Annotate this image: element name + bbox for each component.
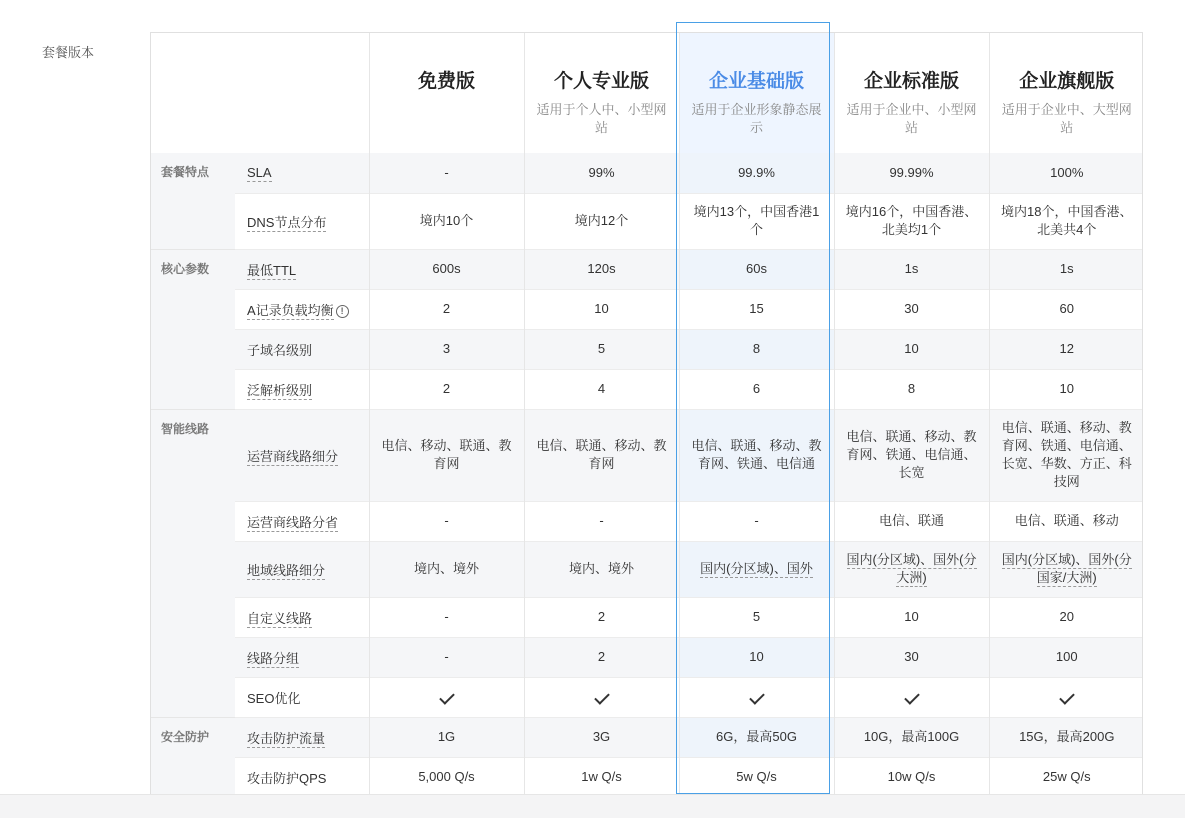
plan-value: 5,000 Q/s	[418, 769, 475, 785]
plan-value: 600s	[432, 261, 461, 276]
plan-desc: 适用于企业中、大型网站	[1001, 102, 1132, 135]
check-icon	[749, 689, 765, 705]
plan-value-cell	[989, 153, 1143, 193]
plan-value-cell	[679, 193, 834, 249]
table-row	[151, 757, 1143, 795]
feature-label: 子域名级别	[247, 342, 313, 358]
plan-value-cell	[369, 757, 524, 795]
plan-value: 电信、联通、移动	[1014, 513, 1119, 528]
table-row	[151, 329, 1143, 369]
plan-value: 100%	[1050, 164, 1084, 180]
plan-name: 免费版	[417, 71, 475, 92]
plan-value: 1G	[437, 729, 456, 744]
pricing-table-body	[151, 153, 1143, 795]
feature-label: A记录负载均衡	[247, 302, 334, 318]
plan-value: 电信、联通、移动、教育网、铁通、电信通	[691, 438, 822, 471]
plan-value-cell	[524, 329, 679, 369]
plan-value: 境内、境外	[413, 561, 479, 576]
plan-value-cell	[524, 677, 679, 717]
plan-value-cell	[679, 757, 834, 795]
plan-value-cell	[834, 541, 989, 597]
plan-value: 1s	[1059, 261, 1074, 276]
plan-desc: 适用于企业中、小型网站	[846, 102, 977, 135]
header-blank	[235, 33, 369, 153]
feature-label: 运营商线路分省	[247, 514, 339, 530]
plan-value-cell	[679, 153, 834, 193]
plan-value-cell	[834, 153, 989, 193]
table-row	[151, 249, 1143, 289]
plan-value: 3	[442, 341, 451, 356]
plan-value-cell	[989, 637, 1143, 677]
feature-name[interactable]	[235, 289, 369, 329]
feature-group-label: 智能线路	[151, 409, 235, 717]
plan-value-cell	[834, 757, 989, 795]
feature-name[interactable]	[235, 249, 369, 289]
plan-value-cell	[524, 717, 679, 757]
plan-value: 15G，最高200G	[1019, 729, 1115, 744]
plan-value: -	[754, 513, 759, 528]
plan-value: 境内13个，中国香港1个	[693, 204, 820, 237]
plan-value-cell	[524, 597, 679, 637]
plan-value-cell	[989, 501, 1143, 541]
plan-value-cell	[369, 249, 524, 289]
plan-value-cell	[524, 369, 679, 409]
plan-value-cell	[679, 717, 834, 757]
plan-value: 30	[904, 301, 919, 316]
plan-value: 10	[1059, 381, 1074, 396]
plan-desc: 适用于企业形象静态展示	[691, 102, 822, 135]
plan-value: -	[599, 513, 604, 528]
plan-value-cell	[369, 501, 524, 541]
plan-value-cell	[524, 249, 679, 289]
check-icon	[439, 689, 455, 705]
plan-value-cell	[524, 757, 679, 795]
feature-name[interactable]	[235, 409, 369, 501]
plan-value: 电信、联通、移动、教育网	[536, 438, 667, 471]
plan-value: 10	[594, 301, 609, 316]
plan-value-cell	[524, 409, 679, 501]
plan-value-cell	[679, 501, 834, 541]
feature-name	[235, 757, 369, 795]
feature-label: DNS节点分布	[247, 214, 327, 230]
plan-value-cell	[369, 637, 524, 677]
plan-value: 10	[749, 649, 764, 664]
plan-value-cell	[834, 409, 989, 501]
table-row	[151, 153, 1143, 193]
plan-header-row	[151, 33, 1143, 153]
plan-value-cell	[524, 193, 679, 249]
plan-value-cell	[369, 193, 524, 249]
feature-name	[235, 329, 369, 369]
plan-value-cell	[679, 597, 834, 637]
section-label: 套餐版本	[42, 45, 95, 60]
plan-value: 10	[904, 609, 919, 624]
plan-value-cell	[524, 501, 679, 541]
table-row	[151, 637, 1143, 677]
plan-value-cell	[834, 501, 989, 541]
table-row	[151, 501, 1143, 541]
feature-label: SLA	[247, 165, 272, 181]
plan-value-cell	[369, 153, 524, 193]
plan-value: 99.9%	[738, 164, 775, 180]
plan-value: 电信、移动、联通、教育网	[381, 438, 512, 471]
plan-value-cell	[989, 409, 1143, 501]
plan-value: 境内、境外	[568, 561, 634, 576]
plan-header-free	[369, 33, 524, 153]
plan-value: 2	[597, 649, 606, 664]
plan-value: 60	[1059, 301, 1074, 316]
plan-value-cell	[369, 329, 524, 369]
feature-group-label: 安全防护	[151, 717, 235, 795]
feature-name[interactable]	[235, 153, 369, 193]
plan-value-cell	[834, 677, 989, 717]
plan-header-enterprise-basic[interactable]	[679, 33, 834, 153]
plan-value-cell	[989, 369, 1143, 409]
feature-label: 线路分组	[247, 650, 300, 666]
plan-value-cell	[679, 677, 834, 717]
plan-header-personal-pro	[524, 33, 679, 153]
plan-name: 企业旗舰版	[1019, 71, 1115, 92]
plan-value: 15	[749, 301, 764, 316]
plan-value: -	[444, 649, 449, 664]
plan-header-enterprise-standard	[834, 33, 989, 153]
feature-label: 泛解析级别	[247, 382, 313, 398]
plan-value-cell	[989, 757, 1143, 795]
plan-value: 8	[752, 341, 761, 356]
plan-value: 99%	[588, 164, 615, 180]
plan-value-cell	[834, 289, 989, 329]
plan-value-cell	[369, 409, 524, 501]
table-row	[151, 369, 1143, 409]
feature-label: 最低TTL	[247, 262, 297, 278]
feature-name[interactable]	[235, 597, 369, 637]
plan-value: 3G	[592, 729, 611, 744]
plan-value: -	[444, 609, 449, 624]
plan-value-cell	[524, 289, 679, 329]
plan-value-cell	[679, 289, 834, 329]
table-row	[151, 193, 1143, 249]
feature-group-label: 核心参数	[151, 249, 235, 409]
info-circle-icon[interactable]: !	[336, 305, 349, 318]
table-row	[151, 597, 1143, 637]
plan-value-cell	[679, 409, 834, 501]
plan-value-cell	[679, 329, 834, 369]
plan-value: 5w Q/s	[736, 769, 777, 785]
plan-name: 个人专业版	[553, 71, 649, 92]
plan-value-cell	[989, 717, 1143, 757]
plan-value-cell	[679, 541, 834, 597]
feature-label: 自定义线路	[247, 610, 313, 626]
feature-label: 攻击防护流量	[247, 730, 326, 746]
check-icon	[904, 689, 920, 705]
plan-value: 10	[904, 341, 919, 356]
plan-value: 6	[752, 381, 761, 396]
plan-value-cell	[834, 717, 989, 757]
plan-value-cell	[679, 369, 834, 409]
pricing-table	[151, 33, 1143, 795]
table-row	[151, 717, 1143, 757]
plan-value: 国内(分区域)、国外	[700, 561, 813, 576]
plan-value: 境内16个，中国香港、北美均1个	[845, 204, 978, 237]
table-row	[151, 677, 1143, 717]
plan-value: 6G，最高50G	[716, 729, 797, 744]
plan-value-cell	[524, 637, 679, 677]
plan-value: 2	[442, 301, 451, 316]
feature-label: 地域线路细分	[247, 562, 326, 578]
plan-value-cell	[369, 289, 524, 329]
plan-value-cell	[989, 597, 1143, 637]
plan-value-cell	[524, 541, 679, 597]
feature-label: 攻击防护QPS	[247, 770, 327, 786]
plan-value: 境内10个	[419, 213, 474, 228]
table-row	[151, 409, 1143, 501]
plan-value-cell	[834, 193, 989, 249]
plan-value: 国内(分区域)、国外(分大洲)	[846, 552, 977, 585]
check-icon	[1059, 689, 1075, 705]
plan-value: 2	[442, 381, 451, 396]
plan-header-enterprise-flagship	[989, 33, 1143, 153]
plan-value: 电信、联通、移动、教育网、铁通、电信通、长宽、华数、方正、科技网	[1001, 420, 1132, 489]
plan-value: 5	[752, 609, 761, 624]
plan-value: 8	[907, 381, 916, 396]
plan-value-cell	[369, 717, 524, 757]
plan-value-cell	[369, 597, 524, 637]
plan-value: 国内(分区域)、国外(分国家/大洲)	[1001, 552, 1132, 585]
plan-value: 1s	[904, 261, 919, 276]
plan-value: 60s	[746, 261, 767, 276]
plan-value-cell	[524, 153, 679, 193]
feature-label: 运营商线路细分	[247, 448, 339, 464]
plan-value: 10G，最高100G	[863, 729, 960, 744]
plan-value: -	[444, 164, 449, 180]
plan-value: 30	[904, 649, 919, 664]
plan-name: 企业基础版	[708, 71, 804, 92]
plan-value: 电信、联通、移动、教育网、铁通、电信通、长宽	[846, 429, 977, 480]
feature-name[interactable]	[235, 637, 369, 677]
plan-value: 2	[597, 609, 606, 624]
table-row	[151, 289, 1143, 329]
plan-value: 120s	[587, 261, 616, 276]
feature-name[interactable]	[235, 193, 369, 249]
plan-value-cell	[989, 541, 1143, 597]
plan-value: 100	[1055, 649, 1078, 664]
plan-value: 12	[1059, 341, 1074, 356]
plan-value-cell	[834, 249, 989, 289]
plan-value-cell	[989, 677, 1143, 717]
feature-name[interactable]	[235, 369, 369, 409]
plan-desc: 适用于个人中、小型网站	[536, 102, 667, 135]
plan-value: 99.99%	[889, 164, 934, 180]
plan-value-cell	[834, 597, 989, 637]
plan-value-cell	[834, 329, 989, 369]
plan-value: 4	[597, 381, 606, 396]
plan-value-cell	[834, 369, 989, 409]
header-blank	[151, 33, 235, 153]
plan-value: 20	[1059, 609, 1074, 624]
pricing-table-container	[150, 32, 1143, 795]
plan-value: 10w Q/s	[887, 769, 936, 785]
plan-value-cell	[369, 541, 524, 597]
plan-value-cell	[989, 249, 1143, 289]
plan-value-cell	[369, 369, 524, 409]
plan-value: 1w Q/s	[581, 769, 622, 785]
plan-value-cell	[679, 249, 834, 289]
feature-name[interactable]	[235, 501, 369, 541]
plan-value-cell	[989, 289, 1143, 329]
check-icon	[594, 689, 610, 705]
feature-label: SEO优化	[247, 690, 301, 706]
feature-name[interactable]	[235, 541, 369, 597]
plan-value-cell	[989, 329, 1143, 369]
feature-name	[235, 677, 369, 717]
plan-value-cell	[834, 637, 989, 677]
plan-value-cell	[369, 677, 524, 717]
feature-name[interactable]	[235, 717, 369, 757]
plan-value: 电信、联通	[878, 513, 944, 528]
plan-value-cell	[679, 637, 834, 677]
plan-value: 境内18个，中国香港、北美共4个	[1001, 204, 1133, 237]
bottom-bar	[0, 794, 1185, 818]
plan-name: 企业标准版	[863, 71, 959, 92]
plan-value: 5	[597, 341, 606, 356]
table-row	[151, 541, 1143, 597]
feature-group-label: 套餐特点	[151, 153, 235, 249]
plan-value: 25w Q/s	[1042, 769, 1091, 785]
plan-value: -	[444, 513, 449, 528]
plan-value-cell	[989, 193, 1143, 249]
plan-value: 境内12个	[574, 213, 629, 228]
